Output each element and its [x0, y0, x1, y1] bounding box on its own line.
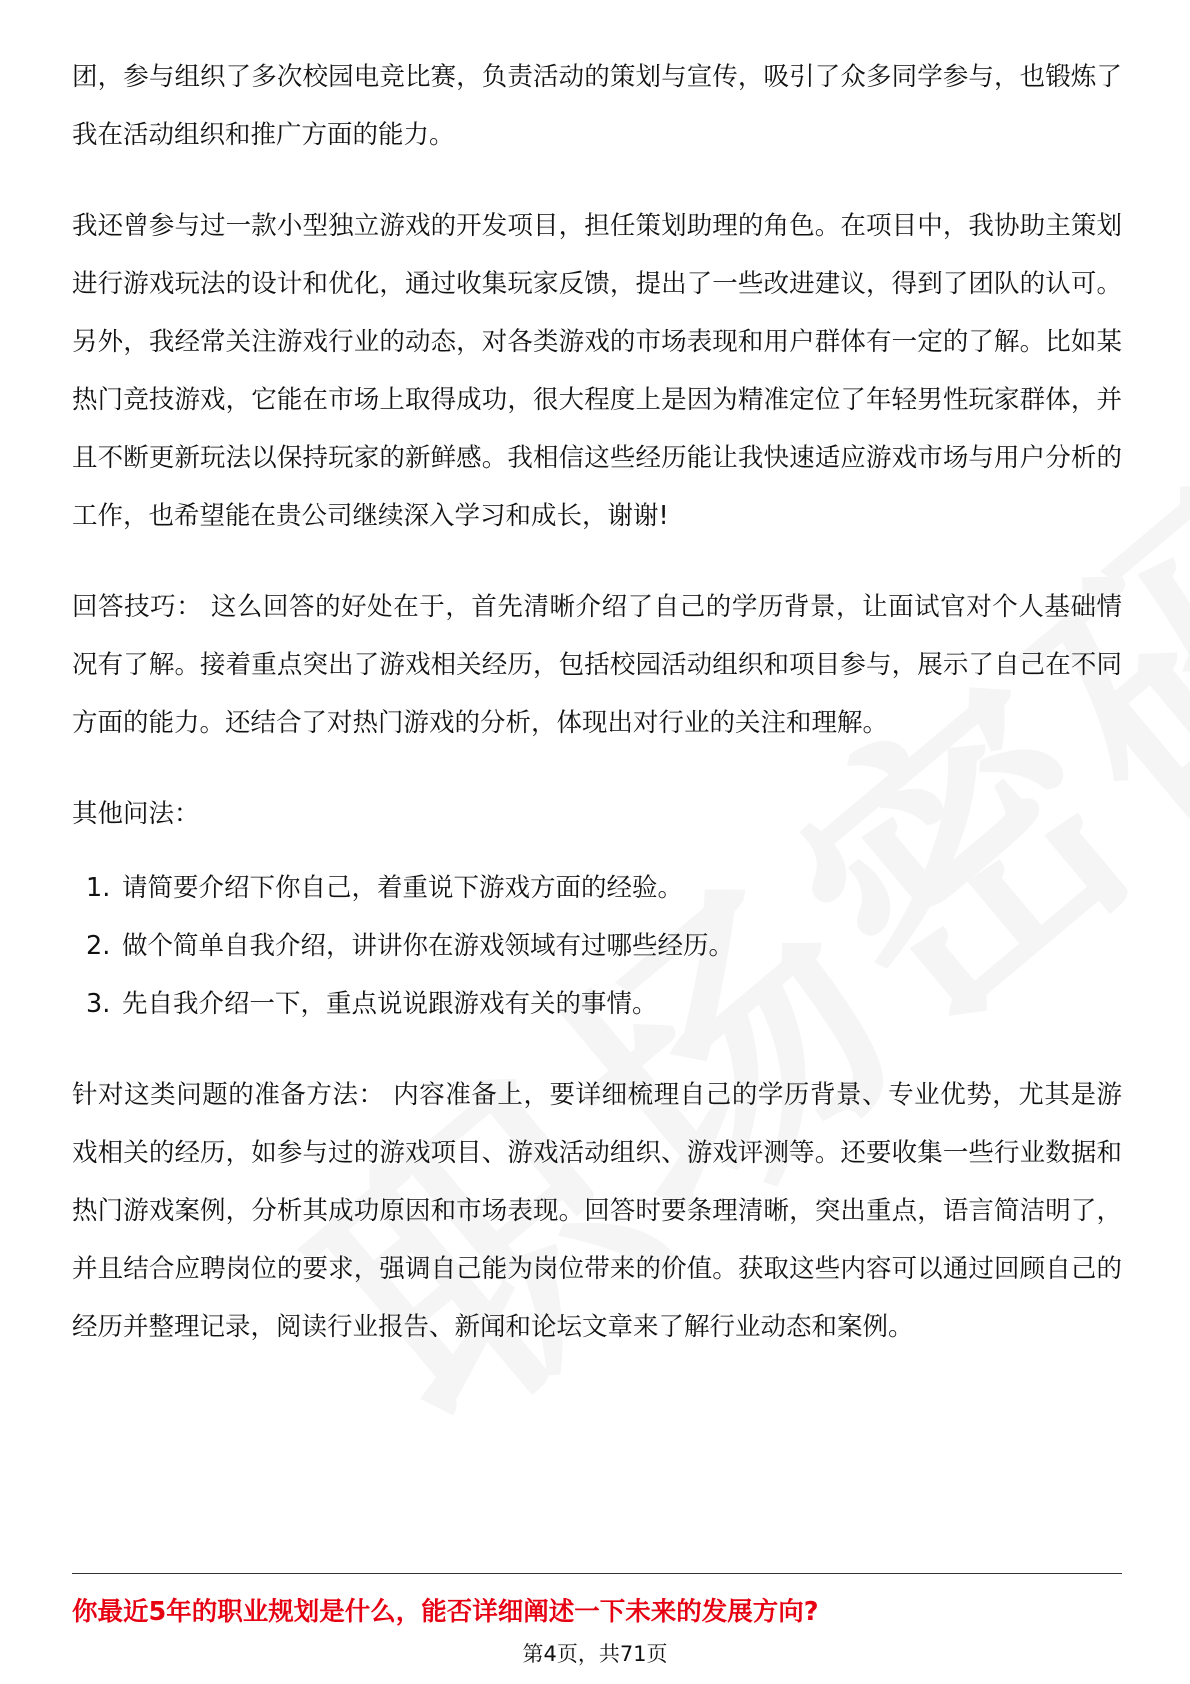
- list-item: [72, 917, 1122, 975]
- list-item-number: 3.: [86, 989, 111, 1019]
- answer-paragraph-continued: 团，参与组织了多次校园电竞比赛，负责活动的策划与宣传，吸引了众多同学参与，也锻炼了我在活动组织和推广方面的能力。: [72, 62, 1122, 150]
- list-item: [72, 859, 1122, 917]
- list-item-number: 2.: [86, 931, 111, 961]
- answer-tips: 回答技巧： 这么回答的好处在于，首先清晰介绍了自己的学历背景，让面试官对个人基础情况有了解。接着重点突出了游戏相关经历，包括校园活动组织和项目参与，展示了自己在不同方面的能力。还结合了对热门游戏的分析，体现出对行业的关注和理解。: [72, 592, 1122, 738]
- other-ways-heading: 其他问法：: [72, 799, 200, 829]
- other-ways-list: [72, 859, 1122, 1033]
- next-question-heading: 你最近5年的职业规划是什么，能否详细阐述一下未来的发展方向?: [72, 1597, 819, 1627]
- page-number: 第4页，共71页: [522, 1642, 668, 1666]
- preparation-method: 针对这类问题的准备方法： 内容准备上，要详细梳理自己的学历背景、专业优势，尤其是游戏相关的经历，如参与过的游戏项目、游戏活动组织、游戏评测等。还要收集一些行业数据和热门游戏案例，分析其成功原因和市场表现。回答时要条理清晰，突出重点，语言简洁明了，并且结合应聘岗位的要求，强调自己能为岗位带来的价值。获取这些内容可以通过回顾自己的经历并整理记录，阅读行业报告、新闻和论坛文章来了解行业动态和案例。: [72, 1080, 1122, 1342]
- page-content: [72, 48, 1122, 1389]
- list-item-number: 1.: [86, 873, 111, 903]
- list-item: [72, 975, 1122, 1033]
- list-item-text: 请简要介绍下你自己，着重说下游戏方面的经验。: [122, 873, 684, 903]
- answer-paragraph: 我还曾参与过一款小型独立游戏的开发项目，担任策划助理的角色。在项目中，我协助主策划进行游戏玩法的设计和优化，通过收集玩家反馈，提出了一些改进建议，得到了团队的认可。另外，我经常关注游戏行业的动态，对各类游戏的市场表现和用户群体有一定的了解。比如某热门竞技游戏，它能在市场上取得成功，很大程度上是因为精准定位了年轻男性玩家群体，并且不断更新玩法以保持玩家的新鲜感。我相信这些经历能让我快速适应游戏市场与用户分析的工作，也希望能在贵公司继续深入学习和成长，谢谢!: [72, 211, 1122, 531]
- section-divider: [72, 1573, 1122, 1574]
- list-item-text: 做个简单自我介绍，讲讲你在游戏领域有过哪些经历。: [122, 931, 735, 961]
- list-item-text: 先自我介绍一下，重点说说跟游戏有关的事情。: [122, 989, 658, 1019]
